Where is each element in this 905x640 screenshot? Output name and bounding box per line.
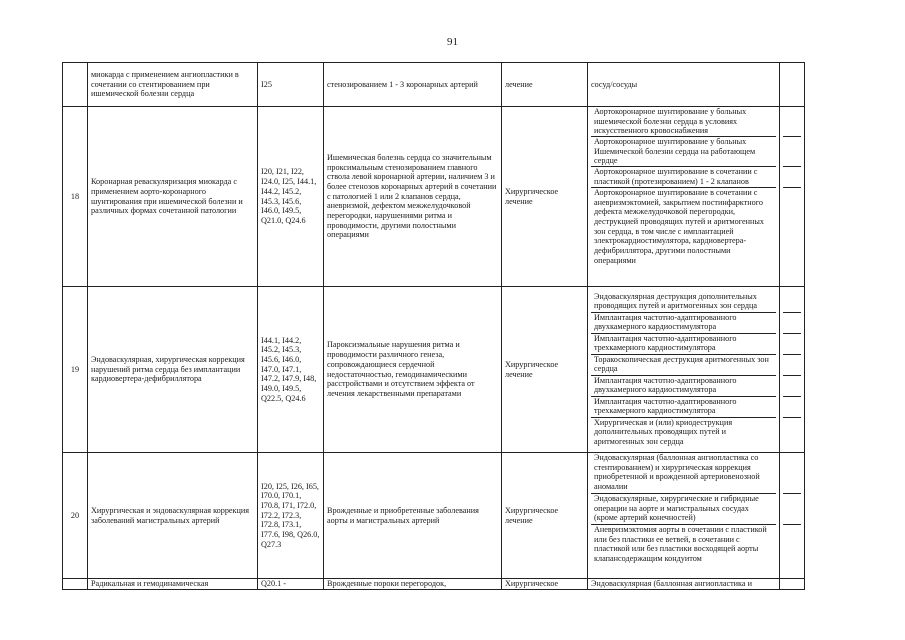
treatment-type: Хирургическое bbox=[502, 579, 588, 590]
tariff-cell bbox=[780, 287, 805, 453]
treatment-method: Аортокоронарное шунтирование в сочетании с аневризмэктомией, закрытием постинфарктного дефекта межжелудочковой перегородки, деструкцией проводящих путей и аритмогенных зон сердца, в том числе с имплантацией электрокардиостимулятора, кардиовертера-дефибриллятора, другими полостными операциями bbox=[591, 187, 776, 286]
intervention-name: Эндоваскулярная, хирургическая коррекция нарушений ритма сердца без имплантации кардиовертера-дефибриллятора bbox=[88, 287, 258, 453]
row-number bbox=[63, 579, 88, 590]
table-row bbox=[63, 107, 805, 287]
tariff-cell bbox=[780, 453, 805, 579]
treatment-type: Хирургическое лечение bbox=[502, 107, 588, 287]
treatment-method: Эндоваскулярная (баллонная ангиопластика и bbox=[588, 579, 780, 590]
row-number bbox=[63, 63, 88, 107]
treatment-method: Аортокоронарное шунтирование у больных ишемической болезни сердца в условиях искусственного кровоснабжения bbox=[594, 107, 747, 136]
treatment-methods bbox=[588, 107, 780, 287]
treatment-method: Имплантация частотно-адаптированного двухкамерного кардиостимулятора bbox=[591, 375, 776, 396]
patient-model: Ишемическая болезнь сердца со значительным проксимальным стенозированием главного ствола левой коронарной артерии, наличием 3 и более стенозов коронарных артерий в сочетании с патологией 1 или 2 клапанов сердца, аневризмой, дефектом межжелудочковой перегородки, нарушениями ритма и проводимости, другими полостными операциями bbox=[324, 107, 502, 287]
row-number: 20 bbox=[63, 453, 88, 579]
intervention-name: миокарда с применением ангиопластики в сочетании со стентированием при ишемической болезни сердца bbox=[88, 63, 258, 107]
medical-care-table bbox=[62, 62, 805, 590]
patient-model: Пароксизмальные нарушения ритма и проводимости различного генеза, сопровождающиеся сердечной недостаточностью, гемодинамическими расстройствами и отсутствием эффекта от лечения лекарственными препаратами bbox=[324, 287, 502, 453]
intervention-name: Радикальная и гемодинамическая bbox=[88, 579, 258, 590]
treatment-method: Имплантация частотно-адаптированного трехкамерного кардиостимулятора bbox=[591, 333, 776, 354]
diagnosis-codes: I20, I25, I26, I65, I70.0, I70.1, I70.8, I71, I72.0, I72.2, I72.3, I72.8, I73.1, I77.6, I98, Q26.0, Q27.3 bbox=[258, 453, 324, 579]
treatment-method: Эндоваскулярная деструкция дополнительных проводящих путей и аритмогенных зон сердца bbox=[594, 291, 758, 311]
table-row bbox=[63, 453, 805, 579]
treatment-method: Аортокоронарное шунтирование в сочетании с пластикой (протезированием) 1 - 2 клапанов bbox=[591, 166, 776, 187]
treatment-method: Имплантация частотно-адаптированного двухкамерного кардиостимулятора bbox=[591, 312, 776, 333]
treatment-method: Аортокоронарное шунтирование у больных Ишемической болезни сердца на работающем сердце bbox=[591, 136, 776, 166]
tariff-cell bbox=[780, 107, 805, 287]
patient-model: Врожденные и приобретенные заболевания аорты и магистральных артерий bbox=[324, 453, 502, 579]
treatment-method: Эндоваскулярные, хирургические и гибридные операции на аорте и магистральных сосудах (кроме артерий конечностей) bbox=[591, 493, 776, 524]
diagnosis-codes: Q20.1 - bbox=[258, 579, 324, 590]
intervention-name: Хирургическая и эндоваскулярная коррекция заболеваний магистральных артерий bbox=[88, 453, 258, 579]
intervention-name: Коронарная реваскуляризация миокарда с применением аорто-коронарного шунтирования при ишемической болезни и различных формах сочетанной патологии bbox=[88, 107, 258, 287]
treatment-methods bbox=[588, 453, 780, 579]
diagnosis-codes: I20, I21, I22, I24.0, I25, I44.1, I44.2, I45.2, I45.3, I45.6, I46.0, I49.5, Q21.0, Q24.6 bbox=[258, 107, 324, 287]
patient-model: стенозированием 1 - 3 коронарных артерий bbox=[324, 63, 502, 107]
treatment-type: лечение bbox=[502, 63, 588, 107]
treatment-type: Хирургическое лечение bbox=[502, 287, 588, 453]
table-row bbox=[63, 579, 805, 590]
table-row bbox=[63, 287, 805, 453]
page-number: 91 bbox=[447, 36, 458, 48]
treatment-method: Торакоскопическая деструкция аритмогенных зон сердца bbox=[591, 354, 776, 375]
treatment-method: Хирургическая и (или) криодеструкция дополнительных проводящих путей и аритмогенных зон сердца bbox=[591, 417, 776, 448]
tariff-cell bbox=[780, 579, 805, 590]
treatment-method: Имплантация частотно-адаптированного трехкамерного кардиостимулятора bbox=[591, 396, 776, 417]
diagnosis-codes: I44.1, I44.2, I45.2, I45.3, I45.6, I46.0, I47.0, I47.1, I47.2, I47.9, I48, I49.0, I49.5, Q22.5, Q24.6 bbox=[258, 287, 324, 453]
treatment-method: сосуд/сосуды bbox=[588, 63, 780, 107]
row-number: 18 bbox=[63, 107, 88, 287]
treatment-type: Хирургическое лечение bbox=[502, 453, 588, 579]
diagnosis-codes: I25 bbox=[258, 63, 324, 107]
tariff-cell bbox=[780, 63, 805, 107]
table-row bbox=[63, 63, 805, 107]
treatment-method: Эндоваскулярная (баллонная ангиопластика со стентированием) и хирургическая коррекция приобретенной и врожденной артериовенозной аномалии bbox=[594, 453, 760, 492]
patient-model: Врожденные пороки перегородок, bbox=[324, 579, 502, 590]
treatment-methods bbox=[588, 287, 780, 453]
treatment-method: Аневризмэктомия аорты в сочетании с пластикой или без пластики ее ветвей, в сочетании с пластикой или без пластики восходящей аорты клапансодержащим кондуитом bbox=[591, 524, 776, 578]
row-number: 19 bbox=[63, 287, 88, 453]
